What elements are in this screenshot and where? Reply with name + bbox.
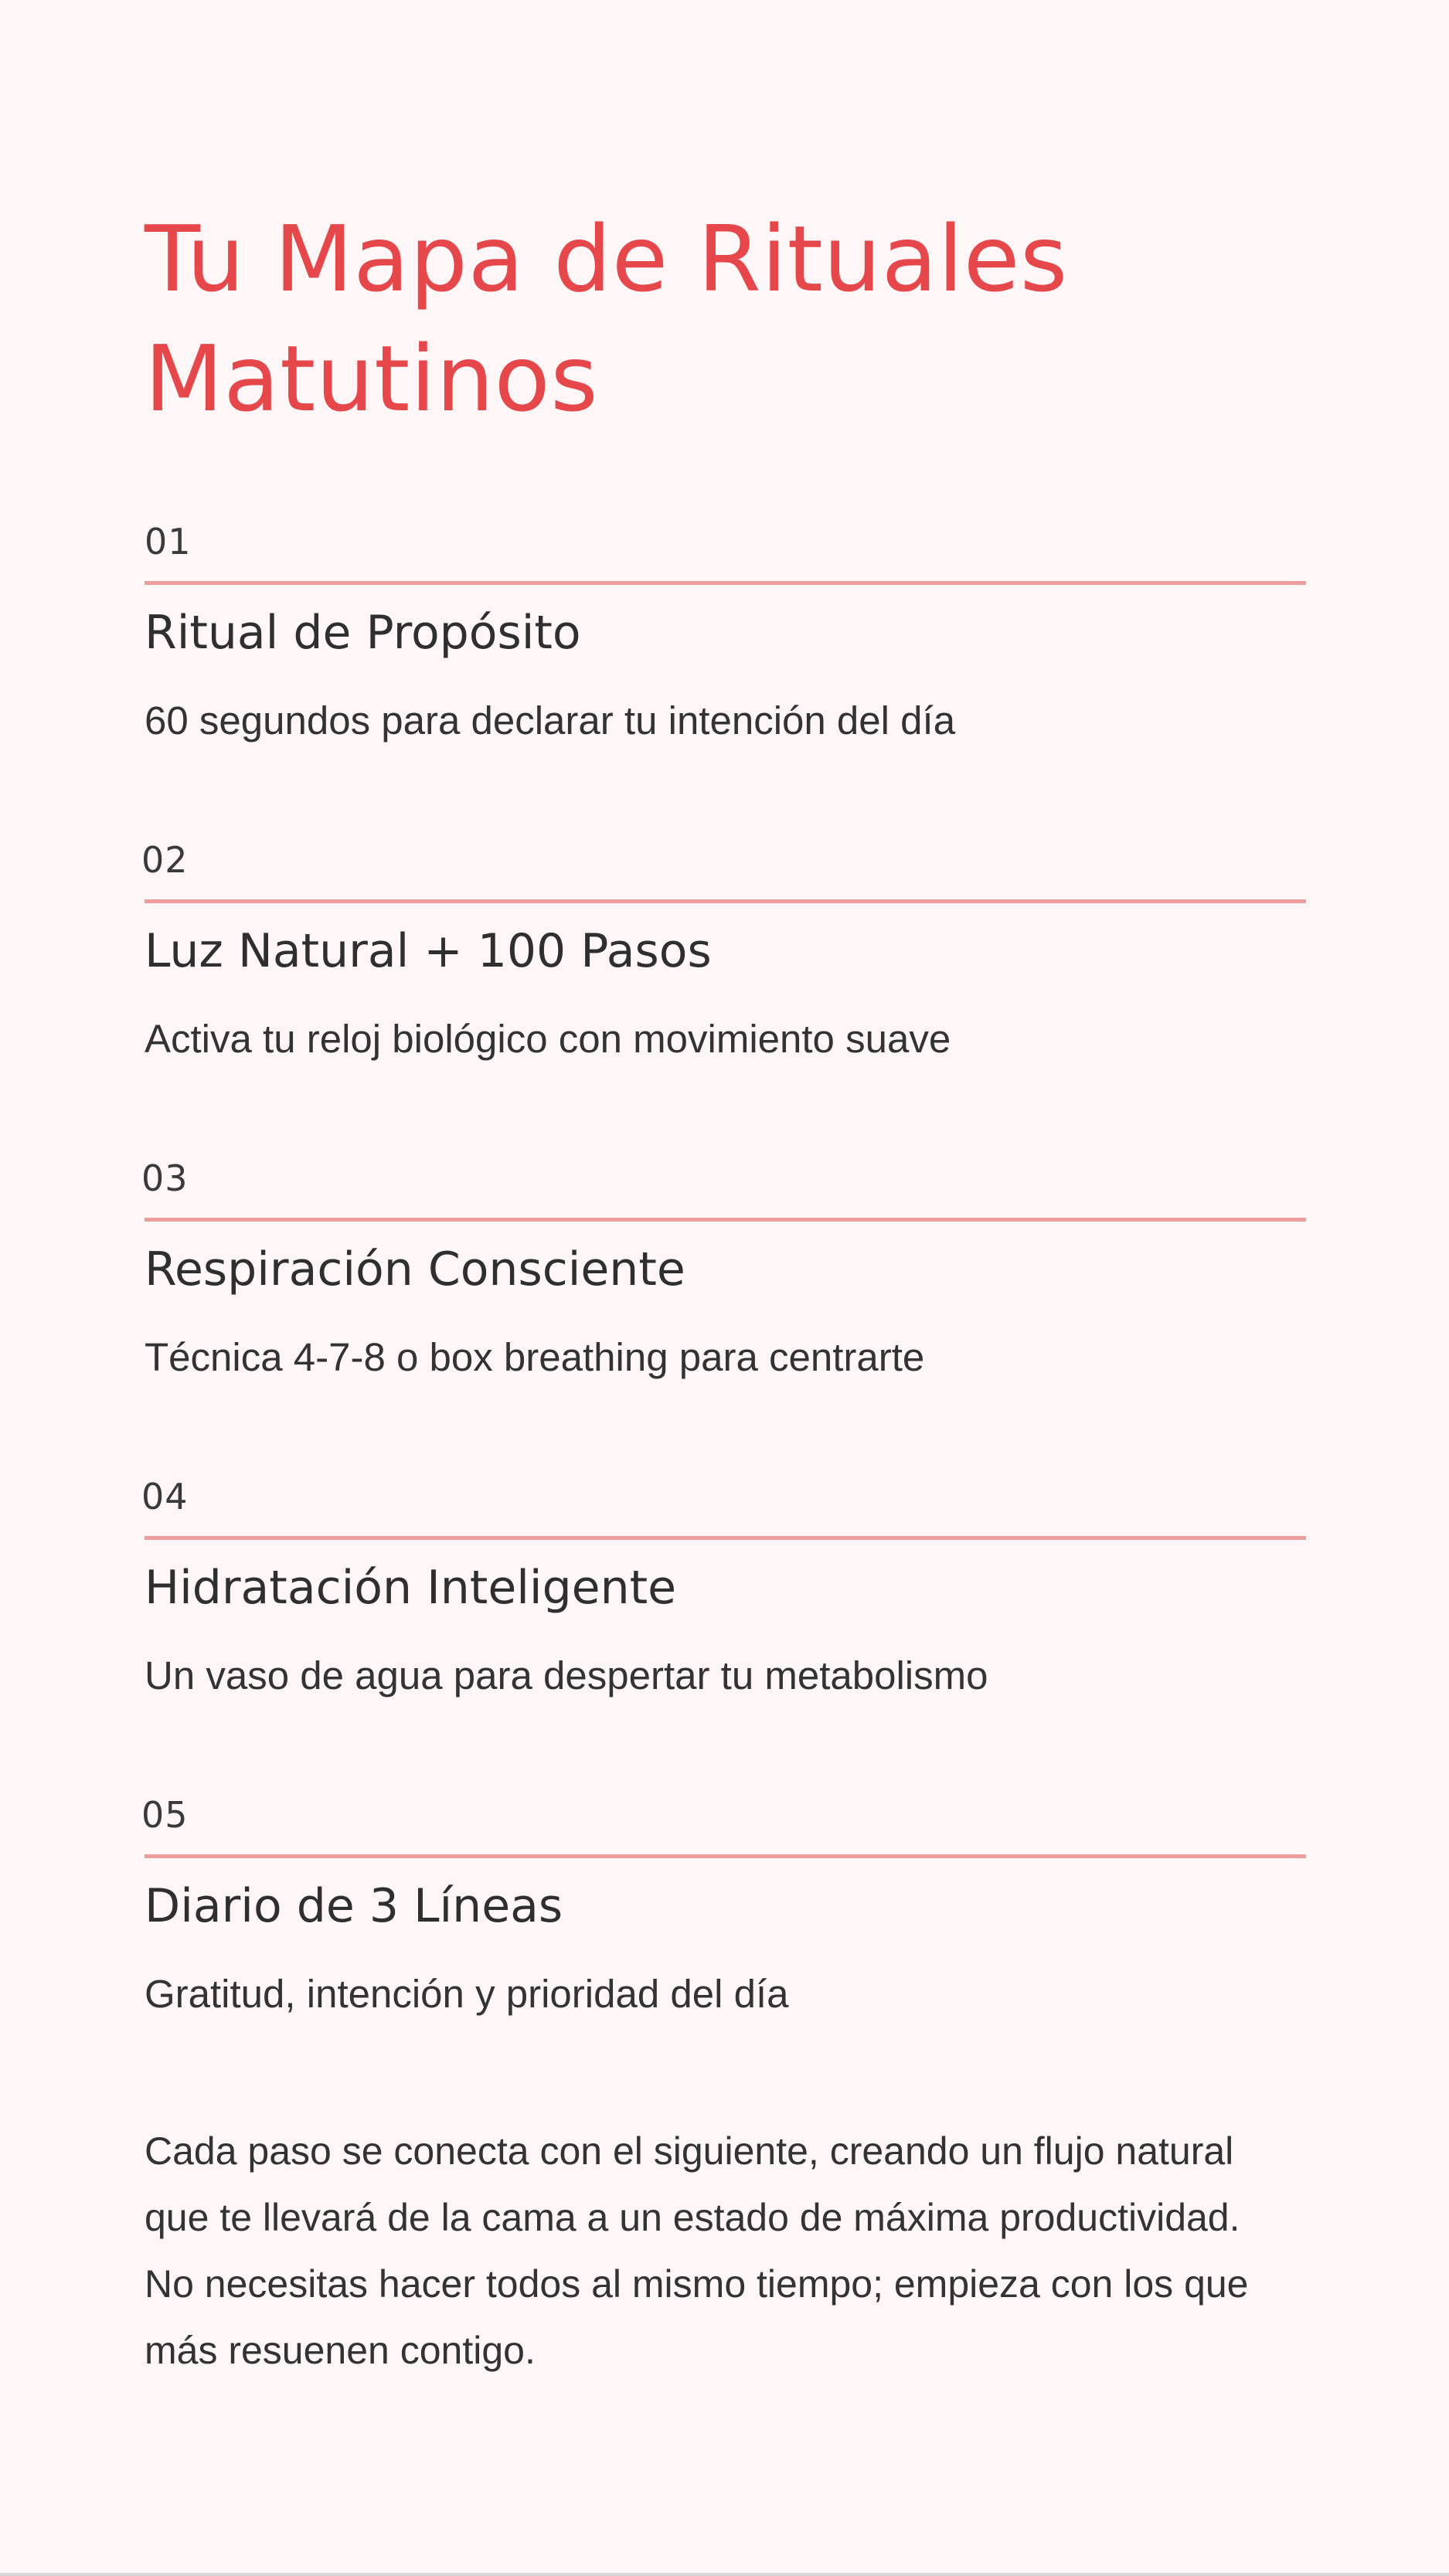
ritual-description: Gratitud, intención y prioridad del día xyxy=(145,1972,789,2016)
ritual-number: 04 xyxy=(141,1476,189,1517)
ritual-item-4 xyxy=(141,1474,1306,1729)
ritual-divider xyxy=(145,1854,1306,1858)
ritual-name: Hidratación Inteligente xyxy=(145,1561,677,1615)
ritual-number: 01 xyxy=(145,521,192,562)
ritual-description: Activa tu reloj biológico con movimiento suave xyxy=(145,1017,951,1061)
closing-line-3: No necesitas hacer todos al mismo tiempo; empieza con los que xyxy=(145,2262,1249,2306)
ritual-name: Diario de 3 Líneas xyxy=(145,1879,563,1933)
ritual-name: Ritual de Propósito xyxy=(145,606,581,660)
ritual-description: Un vaso de agua para despertar tu metabolismo xyxy=(145,1653,988,1698)
ritual-divider xyxy=(145,1536,1306,1540)
closing-line-2: que te llevará de la cama a un estado de máxima productividad. xyxy=(145,2196,1240,2239)
closing-line-1: Cada paso se conecta con el siguiente, creando un flujo natural xyxy=(145,2129,1234,2173)
closing-line-4: más resuenen contigo. xyxy=(145,2329,536,2372)
closing-paragraph xyxy=(145,2118,1306,2384)
ritual-item-1 xyxy=(145,519,1306,774)
ritual-number: 02 xyxy=(141,839,189,881)
ritual-divider xyxy=(145,899,1306,903)
ritual-item-3 xyxy=(141,1156,1306,1411)
ritual-description: 60 segundos para declarar tu intención del día xyxy=(145,698,956,743)
ritual-description: Técnica 4-7-8 o box breathing para centrarte xyxy=(145,1335,925,1379)
ritual-number: 03 xyxy=(141,1157,189,1199)
page-title-line-2: Matutinos xyxy=(145,325,599,432)
ritual-item-5 xyxy=(141,1793,1306,2048)
page-title xyxy=(145,199,1306,439)
ritual-divider xyxy=(145,581,1306,585)
ritual-number: 05 xyxy=(141,1794,189,1836)
ritual-divider xyxy=(145,1218,1306,1222)
bottom-divider xyxy=(0,2573,1449,2576)
ritual-name: Luz Natural + 100 Pasos xyxy=(145,924,712,978)
ritual-item-2 xyxy=(141,838,1306,1093)
page-title-line-1: Tu Mapa de Rituales xyxy=(145,206,1068,312)
ritual-name: Respiración Consciente xyxy=(145,1242,685,1296)
